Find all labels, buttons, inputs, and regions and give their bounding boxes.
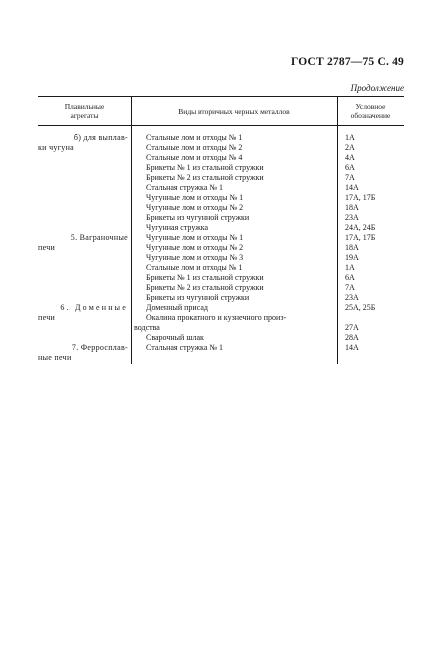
unit-label-line: 5. Ваграночные: [70, 233, 128, 242]
metal-code: 18А: [345, 243, 359, 252]
metal-kind: Брикеты из чугунной стружки: [146, 293, 250, 302]
header-melting-units-line-2: агрегаты: [70, 111, 99, 120]
metal-kind: Брикеты № 2 из стальной стружки: [146, 173, 264, 182]
metal-kind: Стальные лом и отходы № 4: [146, 153, 243, 162]
metal-kind: Чугунные лом и отходы № 3: [146, 253, 244, 262]
unit-label-line: 6. Доменные: [60, 303, 128, 312]
metal-code: 17А, 17Б: [345, 233, 376, 242]
metal-code: 18А: [345, 203, 359, 212]
metal-code: 17А, 17Б: [345, 193, 376, 202]
metal-kind: Стальные лом и отходы № 2: [146, 143, 243, 152]
metal-kind: Брикеты № 2 из стальной стружки: [146, 283, 264, 292]
metal-code: 14А: [345, 343, 359, 352]
unit-label-line: печи: [38, 313, 56, 322]
metal-kind: Стальные лом и отходы № 1: [146, 133, 243, 142]
continuation-label: Продолжение: [350, 83, 404, 93]
metal-code: 6А: [345, 273, 355, 282]
metal-kind: Чугунные лом и отходы № 1: [146, 193, 244, 202]
header-designation-line-1: Условное: [355, 102, 386, 111]
metal-kind: Чугунная стружка: [146, 223, 209, 232]
header-designation: [337, 102, 404, 120]
unit-label-line: б) для выплав-: [73, 133, 128, 142]
metal-kind: Окалина прокатного и кузнечного произ-: [146, 313, 287, 322]
metal-kind: Чугунные лом и отходы № 1: [146, 233, 244, 242]
metal-code: 28А: [345, 333, 359, 342]
metal-code: 23А: [345, 293, 359, 302]
header-designation-line-2: обозначение: [350, 111, 391, 120]
column-divider-2: [337, 96, 338, 364]
metal-kind: Доменный присад: [146, 303, 208, 312]
header-melting-units-line-1: Плавильные: [64, 102, 105, 111]
metal-kind: Стальная стружка № 1: [146, 343, 224, 352]
metal-code: 1А: [345, 263, 355, 272]
metal-kind: Сварочный шлак: [146, 333, 204, 342]
table-top-rule: [38, 96, 404, 97]
column-divider-1: [131, 96, 132, 364]
metal-code: 6А: [345, 163, 355, 172]
metal-kind: Брикеты № 1 из стальной стружки: [146, 163, 264, 172]
header-melting-units: [38, 102, 131, 120]
metal-kind-continuation: водства: [134, 323, 160, 332]
unit-label-line: печи: [38, 243, 56, 252]
page-header: ГОСТ 2787—75 С. 49: [291, 56, 404, 68]
metal-code: 14А: [345, 183, 359, 192]
header-secondary-metals-line-1: Виды вторичных черных металлов: [178, 107, 290, 116]
metal-code: 24А, 24Б: [345, 223, 376, 232]
header-secondary-metals: [131, 107, 337, 116]
metal-code: 23А: [345, 213, 359, 222]
metal-kind: Брикеты № 1 из стальной стружки: [146, 273, 264, 282]
metal-code: 7А: [345, 283, 355, 292]
unit-label-line: ки чугуна: [38, 143, 75, 152]
metal-kind: Чугунные лом и отходы № 2: [146, 203, 244, 212]
unit-label-line: 7. Ферросплав-: [71, 343, 128, 352]
metal-code: 7А: [345, 173, 355, 182]
metal-code: 27А: [345, 323, 359, 332]
metal-kind: Чугунные лом и отходы № 2: [146, 243, 244, 252]
metal-kind: Стальные лом и отходы № 1: [146, 263, 243, 272]
metal-code: 2А: [345, 143, 355, 152]
unit-label-line: ные печи: [38, 353, 72, 362]
metal-code: 1А: [345, 133, 355, 142]
table-header-rule: [38, 125, 404, 126]
metal-code: 19А: [345, 253, 359, 262]
metal-code: 25А, 25Б: [345, 303, 376, 312]
metal-kind: Стальная стружка № 1: [146, 183, 224, 192]
metal-code: 4А: [345, 153, 355, 162]
metal-kind: Брикеты из чугунной стружки: [146, 213, 250, 222]
